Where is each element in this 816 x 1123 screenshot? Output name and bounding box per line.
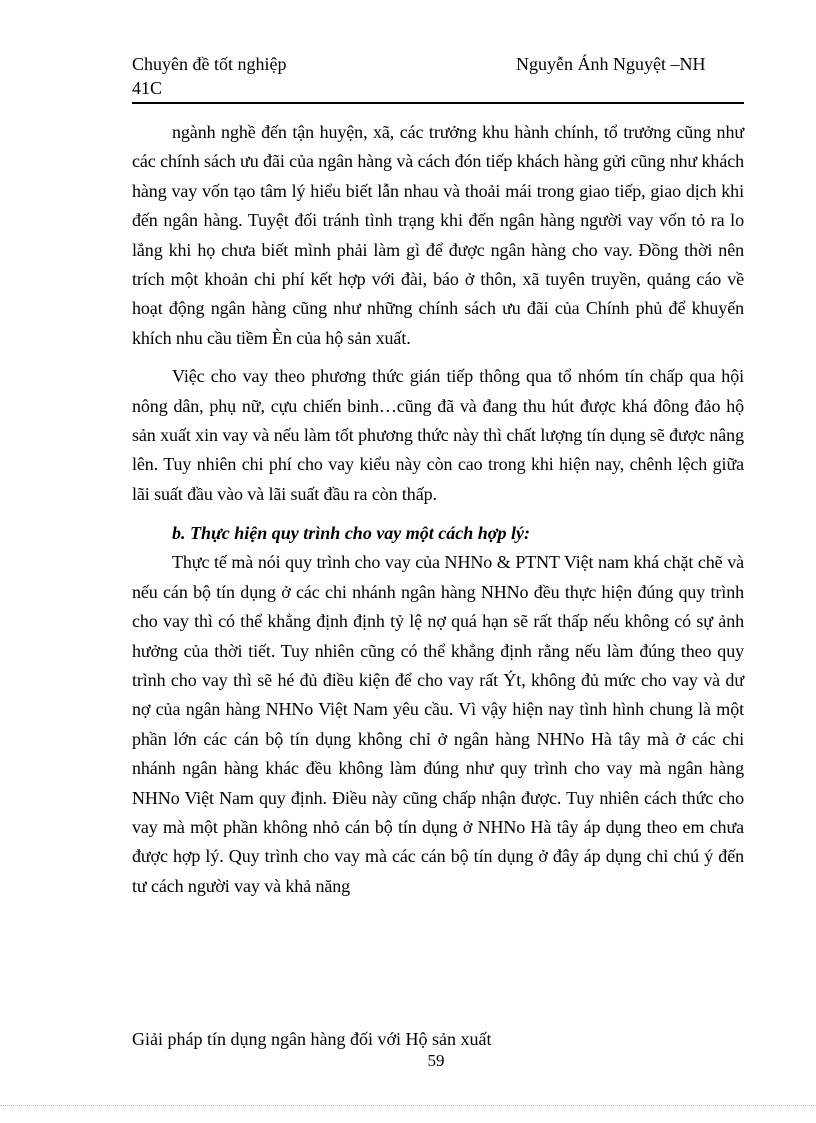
page-number: 59 xyxy=(427,1051,445,1070)
body-paragraph-2: Việc cho vay theo phương thức gián tiếp thông qua tổ nhóm tín chấp qua hội nông dân, phụ nữ, cựu chiến binh…cũng đã và đang thu hút được khá đông đảo hộ sản xuất xin vay và nếu làm tốt phương thức này thì chất lượng tín dụng sẽ được nâng lên. Tuy nhiên chi phí cho vay kiểu này còn cao trong khi hiện nay, chênh lệch giữa lãi suất đầu vào và lãi suất đầu ra còn thấp. xyxy=(132,366,744,504)
header-course-label xyxy=(132,52,382,100)
page-body xyxy=(132,118,744,901)
page-header xyxy=(132,50,744,104)
section-heading-b: b. Thực hiện quy trình cho vay một cách hợp lý: xyxy=(172,523,530,544)
header-author: Nguyễn Ánh Nguyệt –NH xyxy=(516,54,706,74)
page-bottom-divider xyxy=(0,1105,816,1106)
body-paragraph-3: Thực tế mà nói quy trình cho vay của NHNo & PTNT Việt nam khá chặt chẽ và nếu cán bộ tín dụng ở các chi nhánh ngân hàng NHNo đều thực hiện đúng quy trình cho vay thì có thể khẳng định định tỷ lệ nợ quá hạn sẽ rất thấp nếu không có sự ảnh hưởng của thời tiết. Tuy nhiên cũng có thể khẳng định rằng nếu làm đúng theo quy trình cho vay thì sẽ hé đủ điều kiện để cho vay rất Ýt, không đủ mức cho vay và dư nợ của ngân hàng NHNo Việt Nam yêu cầu. Vì vậy hiện nay tình hình chung là một phần lớn các cán bộ tín dụng không chỉ ở ngân hàng NHNo Hà tây mà ở các chi nhánh ngân hàng khác đều không làm đúng như quy trình cho vay mà ngân hàng NHNo Việt Nam quy định. Điều này cũng chấp nhận được. Tuy nhiên cách thức cho vay mà một phần không nhỏ cán bộ tín dụng ở NHNo Hà tây áp dụng theo em chưa được hợp lý. Quy trình cho vay mà các cán bộ tín dụng ở đây áp dụng chỉ chú ý đến tư cách người vay và khả năng xyxy=(132,552,744,896)
body-paragraph-1: ngành nghề đến tận huyện, xã, các trưởng khu hành chính, tổ trưởng cũng như các chính sách ưu đãi của ngân hàng và cách đón tiếp khách hàng gửi cũng như khách hàng vay vốn tạo tâm lý hiểu biết lẫn nhau và thoải mái trong giao tiếp, giao dịch khi đến ngân hàng. Tuyệt đối tránh tình trạng khi đến ngân hàng người vay vốn tỏ ra lo lắng khi họ chưa biết mình phải làm gì để được ngân hàng cho vay. Đồng thời nên trích một khoản chi phí kết hợp với đài, báo ở thôn, xã tuyên truyền, quảng cáo về hoạt động ngân hàng cũng như những chính sách ưu đãi của Chính phủ để khuyến khích nhu cầu tiềm Èn của hộ sản xuất. xyxy=(132,122,744,348)
header-class-code: 41C xyxy=(132,78,163,98)
header-course-title: Chuyên đề tốt nghiệp xyxy=(132,54,287,74)
footer-document-title: Giải pháp tín dụng ngân hàng đối với Hộ sản xuất xyxy=(132,1029,492,1049)
